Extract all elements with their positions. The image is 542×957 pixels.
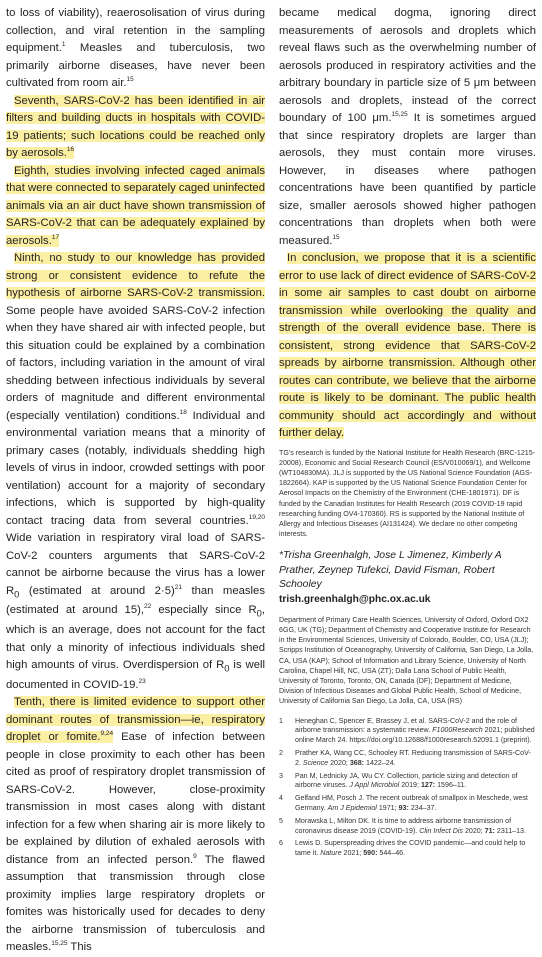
highlighted-text: Ninth, no study to our knowledge has provided strong or consistent evidence to refute the hypothesis of airborne SARS-CoV-2 transmission. <box>6 252 265 299</box>
affiliations: Department of Primary Care Health Sciences, University of Oxford, Oxford OX2 6GG, UK (TG); Department of Chemistry and Cooperative Institute for Research in the Environmental Sciences, University of Colorado, Boulder, CO, USA (JLJ); Scripps Institution of Oceanography, University of California, San Diego, La Jolla, CA, USA (KAP); School of Information and Library Science, University of North Carolina, Chapel Hill, NC, USA (ZT); Dalla Lana School of Public Health, University of Toronto, Toronto, ON, Canada (DF); Department of Medicine, Division of Infectious Diseases and Global Public Health, School of Medicine, University of California San Diego, La Jolla, CA, USA (RS) <box>279 615 534 706</box>
reference-number: 2 <box>279 749 283 758</box>
reference-number: 3 <box>279 771 283 780</box>
reference-item <box>279 772 536 792</box>
reference-text: Heneghan C, Spencer E, Brassey J, et al. SARS-CoV-2 and the role of airborne transmission: a systematic review. F1000Research 2021; published online March 24. https://doi.org/10.12688/f1000research.52091.1 (preprint). <box>295 716 535 745</box>
highlighted-text: In conclusion, we propose that it is a scientific error to use lack of direct evidence of SARS-CoV-2 in some air samples to cast doubt on airborne transmission while overlooking the quality and strength of the overall evidence base. There is consistent, strong evidence that SARS-CoV-2 spreads by airborne transmission. Although other routes can contribute, we believe that the airborne route is likely to be dominant. The public health community should act accordingly and without further delay. <box>279 252 536 439</box>
reference-text: Lewis D. Superspreading drives the COVID pandemic—and could help to tame it. Nature 2021; 590: 544–46. <box>295 839 526 858</box>
reference-text: Prather KA, Wang CC, Schooley RT. Reducing transmission of SARS-CoV-2. Science 2020; 368: 1422–24. <box>295 749 531 767</box>
reference-item <box>279 839 536 859</box>
reference-number: 6 <box>279 839 283 848</box>
paragraph: became medical dogma, ignoring direct measurements of aerosols and droplets which reveal flaws such as the overwhelming number of aerosols produced in respiratory activities and the arbitrary boundary in particle size of 5 μm between aerosols and droplets, instead of the correct boundary of 100 μm.$^{15,25}$ It is sometimes argued that since respiratory droplets are larger than aerosols, they must contain more viruses. However, in diseases where pathogen concentrations have been quantified by particle size, smaller aerosols showed higher pathogen concentrations than droplets when both were measured.$^{15}$ <box>279 7 537 247</box>
paragraph-ninth: Ninth, no study to our knowledge has provided strong or consistent evidence to refute the hypothesis of airborne SARS-CoV-2 transmission. Some people have avoided SARS-CoV-2 infection when they have shared air with infected people, but this situation could be explained by a combination of factors, including variation in the amount of viral shedding between infectious individuals by several orders of magnitude and different environmental (especially ventilation) conditions.$^{18}$ Individual and environmental variation means that a minority of primary cases (notably, individuals shedding high levels of virus in indoor, crowded settings with poor ventilation) account for a majority of secondary infections, which is supported by high-quality contact tracing data from several countries.$^{19,20}$ Wide variation in respiratory viral load of SARS-CoV-2 counters arguments that SARS-CoV-2 cannot be airborne because the virus has a lower $R_0$ (estimated at around 2·5)$^{21}$ than measles (estimated at around 15),$^{22}$ especially since $R_0$, which is an average, does not account for the fact that only a minority of infectious individuals shed high amounts of virus. Overdispersion of $R_0$ is well documented in COVID-19.23 <box>6 252 265 691</box>
corresponding-email[interactable]: trish.greenhalgh@phc.ox.ac.uk <box>279 593 431 605</box>
right-column <box>279 5 536 862</box>
reference-list <box>279 717 536 859</box>
author-list: *Trisha Greenhalgh, Jose L Jimenez, Kimberly A Prather, Zeynep Tufekci, David Fisman, Robert Schooley <box>279 550 502 591</box>
reference-item <box>279 794 536 814</box>
paragraph-seventh <box>6 93 265 163</box>
reference-item <box>279 817 536 837</box>
reference-number: 1 <box>279 716 283 725</box>
reference-number: 5 <box>279 816 283 825</box>
paragraph: to loss of viability), reaerosolisation of virus during collection, and viral retention in the sampling equipment.$^1$ Measles and tuberculosis, two primarily airborne diseases, have never been cultivated from room air.$^{15}$ <box>6 7 265 89</box>
reference-item <box>279 717 536 746</box>
paragraph-eighth <box>6 163 265 251</box>
reference-text: Pan M, Lednicky JA, Wu CY. Collection, particle sizing and detection of airborne viruses. J Appl Microbiol 2019; 127: 1596–11. <box>295 771 518 790</box>
reference-text: Morawska L, Milton DK. It is time to address airborne transmission of coronavirus disease 2019 (COVID-19). Clin Infect Dis 2020; 71: 2311–13. <box>295 816 526 835</box>
reference-number: 4 <box>279 794 283 803</box>
funding-statement: TG's research is funded by the National Institute for Health Research (BRC-1215-20008), Economic and Social Research Council (ES/V010069/1), and Wellcome (WT104830MA). JLJ is supported by the US National Science Foundation (AGS-1822664). KAP is supported by the US National Science Foundation Center for Aerosol Impacts on the Chemistry of the Environment (CHE-1801971). DF is funded by the Canadian Institutes for Health Research (2019 COVID-19 rapid researching funding OV4-170360). RS is supported by the National Institute of Allergy and Infectious Diseases (AI131424). We declare no other competing interests. <box>279 448 536 539</box>
highlighted-text: Eighth, studies involving infected caged animals that were connected to separately caged uninfected animals via an air duct have shown transmission of SARS-CoV-2 that can be adequately explained by aerosols.$^{17}$ <box>6 164 265 247</box>
highlighted-text: Tenth, there is limited evidence to support other dominant routes of transmission—ie, respiratory droplet or fomite.$^{9,24}$ <box>6 696 265 744</box>
reference-text: Gelfand HM, Posch J. The recent outbreak of smallpox in Meschede, west Germany. Am J Epidemiol 1971; 93: 234–37. <box>295 794 528 813</box>
paragraph-conclusion <box>279 250 536 443</box>
reference-item <box>279 749 536 769</box>
left-column <box>6 5 265 957</box>
highlighted-text: Seventh, SARS-CoV-2 has been identified in air filters and building ducts in hospitals with COVID-19 patients; such locations could be reached only by aerosols.$^{16}$ <box>6 94 265 159</box>
paragraph-tenth: Tenth, there is limited evidence to support other dominant routes of transmission—ie, respiratory droplet or fomite.$^{9,24}$ Ease of infection between people in close proximity to each other has been cited as proof of respiratory droplet transmission of SARS-CoV-2. However, close-proximity transmission in most cases along with distant infection for a few when sharing air is more likely to be explained by dilution of exhaled aerosols with distance from an infected person.$^9$ The flawed assumption that transmission through close proximity implies large respiratory droplets or fomites was historically used for decades to deny the airborne transmission of tuberculosis and measles.$^{15,25}$ This <box>6 696 265 954</box>
